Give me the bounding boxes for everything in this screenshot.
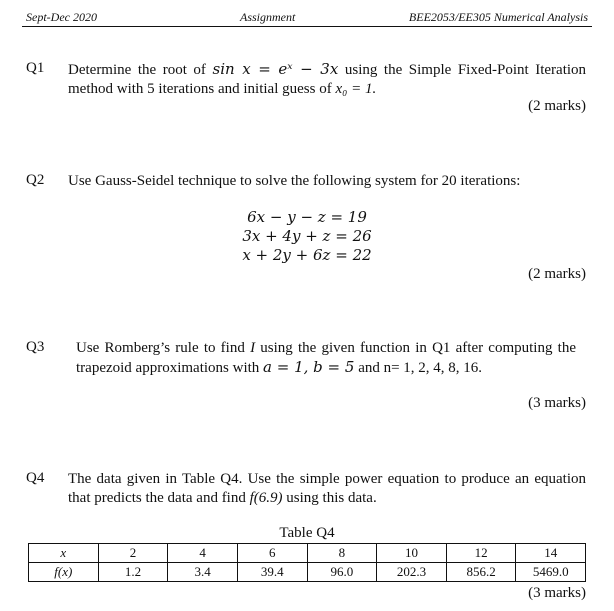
table-cell: 8 (307, 544, 377, 563)
q1-initial-guess: x₀ = 1. (335, 81, 377, 97)
q1-number: Q1 (26, 60, 45, 76)
q4-text (68, 470, 586, 508)
q3-text-a: Use Romberg’s rule to find (76, 340, 245, 356)
q1-text-after: using the Simple Fixed-Point Iteration method with 5 iterations and initial guess of (68, 62, 587, 97)
table-cell: 39.4 (237, 563, 307, 582)
q2-number: Q2 (26, 172, 45, 188)
q3-ab: a = 1, b = 5 (263, 358, 355, 376)
q3-marks: (3 marks) (528, 395, 586, 411)
q2-text: Use Gauss-Seidel technique to solve the following system for 20 iterations: (68, 173, 521, 189)
table-cell: 6 (237, 544, 307, 563)
q4-marks: (3 marks) (528, 585, 586, 601)
q3-var-i: I (250, 340, 256, 356)
header-divider (22, 26, 592, 27)
table-cell: 14 (516, 544, 586, 563)
q1-text-before: Determine the root of (68, 62, 206, 78)
row-label-x: x (29, 544, 99, 563)
table-cell: 856.2 (446, 563, 516, 582)
q3-number: Q3 (26, 339, 45, 355)
q4-text-a: The data given in Table Q4. Use the simple power equation to produce an equation that predicts the data and find (68, 471, 586, 506)
table-row-x (29, 544, 586, 563)
table-cell: 1.2 (98, 563, 168, 582)
q1-text (68, 60, 586, 99)
table-cell: 4 (168, 544, 238, 563)
table-cell: 2 (98, 544, 168, 563)
q3-text-c: and n= 1, 2, 4, 8, 16. (358, 360, 483, 376)
q3-text-b: using the given function in Q1 after computing the trapezoid approximations with (76, 340, 576, 376)
data-table (28, 543, 586, 582)
table-cell: 10 (377, 544, 447, 563)
row-label-fx: f(x) (29, 563, 99, 582)
q1-marks: (2 marks) (528, 98, 586, 114)
q4-number: Q4 (26, 470, 45, 486)
table-cell: 5469.0 (516, 563, 586, 582)
q2-equation-2: 3x + 4y + z = 26 (242, 227, 372, 245)
table-cell: 96.0 (307, 563, 377, 582)
q2-equation-3: x + 2y + 6z = 22 (242, 246, 372, 264)
table-row-fx (29, 563, 586, 582)
q1-equation: sin x = eˣ − 3x (212, 60, 339, 78)
q4-fx: f(6.9) (249, 490, 283, 506)
header-title: Assignment (240, 10, 296, 24)
table-cell: 202.3 (377, 563, 447, 582)
q4-text-b: using this data. (286, 490, 377, 506)
table-cell: 12 (446, 544, 516, 563)
q2-marks: (2 marks) (528, 266, 586, 282)
q3-text (76, 339, 576, 378)
table-cell: 3.4 (168, 563, 238, 582)
header-course: BEE2053/EE305 Numerical Analysis (408, 10, 588, 24)
q2-equation-1: 6x − y − z = 19 (247, 208, 367, 226)
header-semester: Sept-Dec 2020 (26, 10, 97, 24)
table-caption: Table Q4 (279, 525, 335, 541)
